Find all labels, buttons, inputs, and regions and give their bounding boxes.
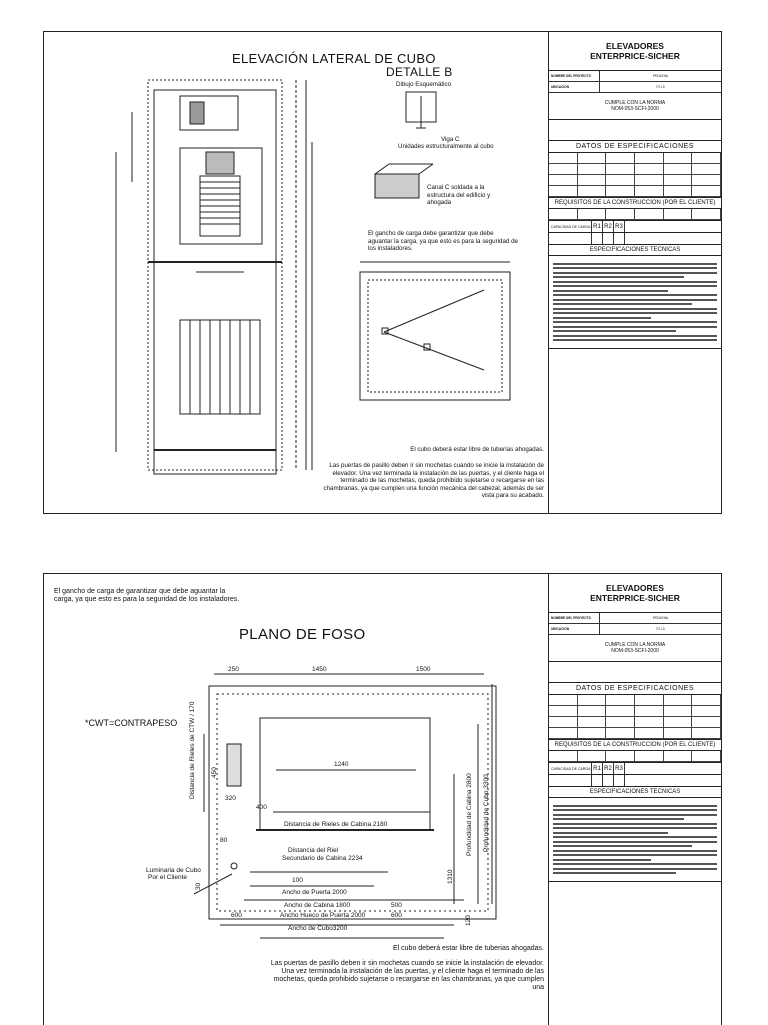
company-line-2: ENTERPRICE-SICHER [590,593,680,603]
norma-line-1: CUMPLE CON LA NORMA [604,642,666,648]
req-header-2: REQUISITOS DE LA CONSTRUCCION (POR EL CLIENTE) [549,740,721,751]
dist-rieles-ctw: Distancia de Rieles de CTW / 170 [189,701,196,799]
ancho-cabina: Ancho de Cabina 1800 [284,902,351,909]
dim-1450: 1450 [312,666,327,673]
dim-600-a: 600 [231,912,242,919]
sheet1-puertas-note: Las puertas de pasillo deben ir sin mochetas cuando se inicie la instalación de elevador. Una vez terminada la instalación de las puertas, y el cliente haga el terminado de las mochetas, queda prohibido sujetarse o recargarse en las chambranas, ya que cumplen una función mecánica del cabezal, además de ser vista para su acabado. [323,462,544,499]
norma-line-2: NOM-053-SCFI-2000 [611,648,659,654]
prof-cubo: Profundidad de Cubo 3300 [483,774,490,852]
project-value: PEDAYNA [653,616,668,620]
datos-header: DATOS DE ESPECIFICACIONES [549,141,721,153]
sheet1-cubo-libre-note: El cubo deberá estar libre de tuberías ahogadas. [410,446,544,453]
dist-riel-secundario-2: Secundario de Cabina 2234 [282,855,363,862]
spec-notes [549,256,721,349]
dim-450: 450 [211,767,218,778]
ancho-puerta: Ancho de Puerta 2000 [282,889,347,896]
location-label: UBICACION [549,82,600,92]
ancho-cubo: Ancho de Cubo3200 [288,925,348,932]
cwt-label: *CWT=CONTRAPESO [85,718,178,728]
sheet2-cubo-libre-note: El cubo deberá estar libre de tuberias ahogadas. [393,945,544,952]
dim-1500: 1500 [416,666,431,673]
dim-250: 250 [228,666,239,673]
dist-rieles-cabina: Distancia de Rieles de Cabina 2180 [284,821,388,828]
ancho-hueco: Ancho Hueco de Puerta 2000 [280,912,366,919]
title-block [548,32,721,513]
viga-c-label: Viga C [441,136,460,143]
dim-100: 100 [292,877,303,884]
sheet1-gancho-note: El gancho de carga debe garantizar que debe aguantar la carga, ya que esto es para la seguridad de los instaladores. [368,230,518,252]
req-header: REQUISITOS DE LA CONSTRUCCION (POR EL CLIENTE) [549,198,721,209]
dim-600-b: 600 [391,912,402,919]
req-grid-2 [549,751,721,763]
company-name-2 [549,574,721,613]
r1-cell: R1 [592,763,603,774]
luminaria-2: Por el Cliente [148,874,188,881]
spec-notes-2 [549,798,721,882]
spec-header: ESPECIFICACIONES TECNICAS [549,245,721,256]
location-value: F2 L3 [656,85,665,89]
sheet2-puertas-note: Las puertas de pasillo deben ir sin mochetas cuando se inicie la instalación de elevador. Una vez terminada la instalación de las puertas, y el cliente haga el terminado de las mochetas, queda prohibido sujetarse o recargarse en las chambranas, ya que cumplen una [270,960,544,991]
capacidad-label: CAPACIDAD DE CARGA [549,763,592,774]
dim-80: 80 [220,837,228,844]
dim-120: 120 [465,915,472,926]
project-value: PEDAYNA [653,74,668,78]
company-name [549,32,721,71]
norma-line-2: NOM-053-SCFI-2000 [611,106,659,112]
dim-1310: 1310 [447,869,454,884]
r3-cell: R3 [614,221,625,232]
capacidad-label: CAPACIDAD DE CARGA [549,221,592,232]
r3-cell: R3 [614,763,625,774]
drawing-sheet-foso [43,573,722,1025]
dim-500: 500 [391,902,402,909]
drawing-sheet-elevacion [43,31,722,514]
capacidad-row [549,221,721,233]
datos-grid [549,153,721,198]
location-value: F2 L3 [656,627,665,631]
company-line-2: ENTERPRICE-SICHER [590,51,680,61]
dim-320: 320 [225,795,236,802]
viga-c-sublabel: Unidades estructuralmente al cubo [398,143,494,150]
company-line-1: ELEVADORES [606,41,664,51]
datos-grid-2 [549,695,721,740]
canal-c-label: Canal C soldada a la estructura del edificio y ahogada [427,184,491,206]
datos-header-2: DATOS DE ESPECIFICACIONES [549,683,721,695]
spec-header-2: ESPECIFICACIONES TECNICAS [549,787,721,798]
norma-box-2 [549,635,721,662]
sheet2-title: PLANO DE FOSO [239,626,366,643]
title-block-2 [548,574,721,1025]
detail-b-title: DETALLE B [386,65,453,79]
dim-30: 30 [195,882,202,890]
luminaria-1: Luminaria de Cubo [146,867,201,874]
norma-line-1: CUMPLE CON LA NORMA [604,100,666,106]
dim-400: 400 [256,804,267,811]
location-label: UBICACION [549,624,600,634]
dim-1240: 1240 [334,761,349,768]
r2-cell: R2 [603,763,614,774]
req-grid [549,209,721,221]
norma-box [549,93,721,120]
project-label: NOMBRE DEL PROYECTO [549,613,600,623]
capacidad-row-2 [549,763,721,775]
r1-cell: R1 [592,221,603,232]
project-label: NOMBRE DEL PROYECTO [549,71,600,81]
sheet2-gancho-note: El gancho de carga de garantizar que debe aguantar la carga, ya que esto es para la seguridad de los instaladores. [54,588,240,603]
pit-plan-drawing [44,574,544,1025]
dist-riel-secundario-1: Distancia del Riel [288,847,339,854]
prof-cabina: Profundidad de Cabina 2800 [466,773,473,856]
company-line-1: ELEVADORES [606,583,664,593]
detail-b-subtitle: Dibujo Esquemático [396,81,452,88]
sheet1-title: ELEVACIÓN LATERAL DE CUBO [232,51,436,66]
r2-cell: R2 [603,221,614,232]
